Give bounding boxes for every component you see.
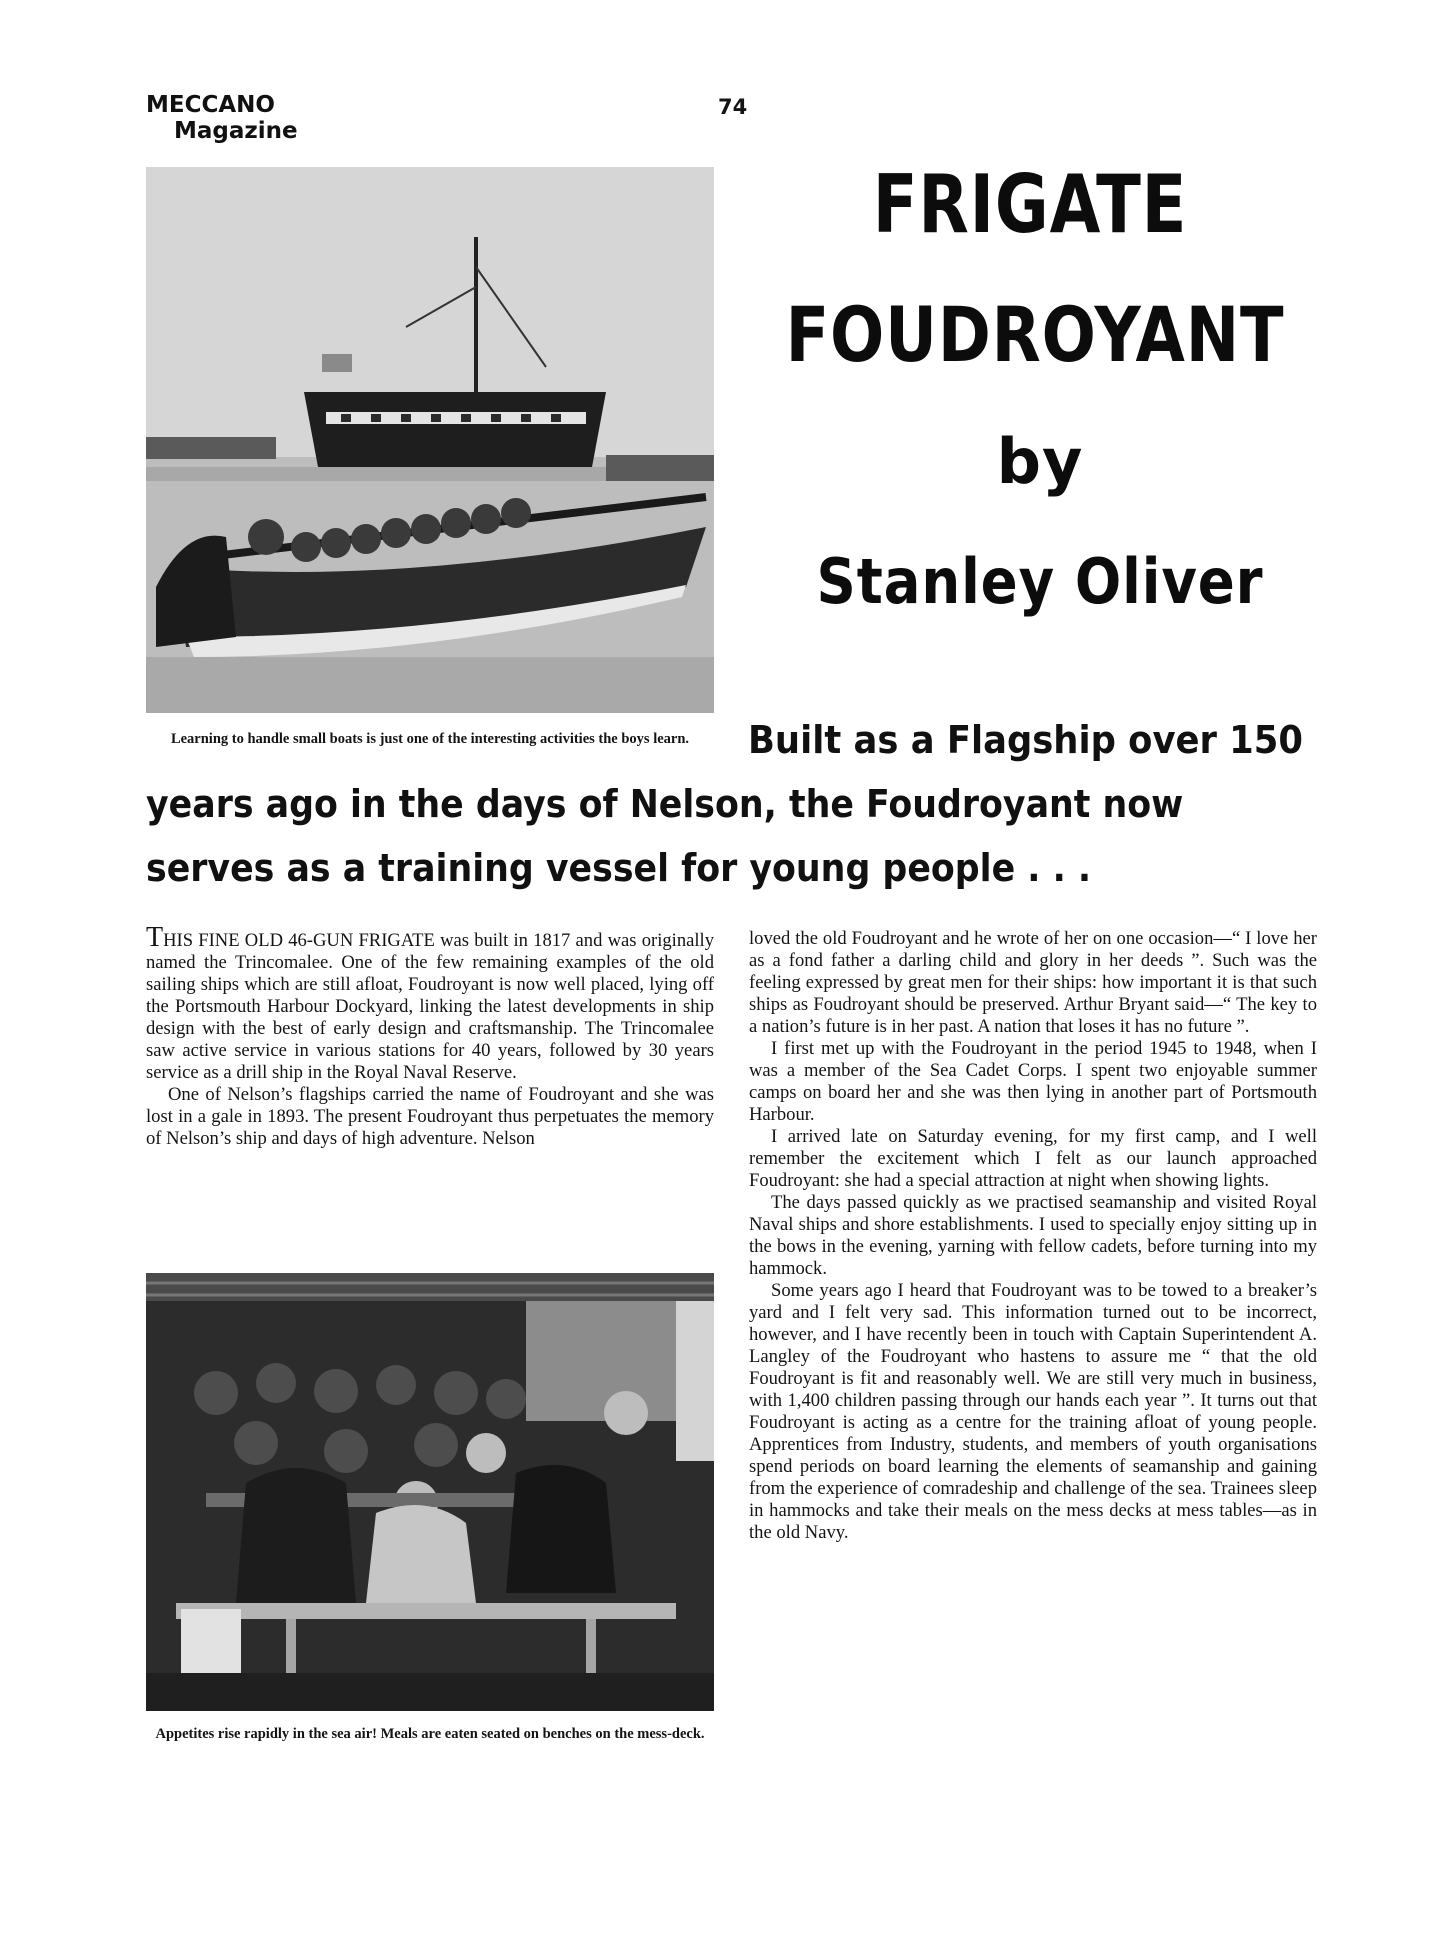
paragraph-text: HIS FINE OLD 46-GUN FRIGATE was built in 1817 and was originally named the Trincomalee. One of the few remaining examples of the old sailing ships which are still afloat, Foudroyant is now well placed, lying off the Portsmouth Harbour Dockyard, linking the latest developments in ship design with the best of early design and craftsmanship. The Trincomalee saw active service in various stations for 40 years, followed by 30 years service as a drill ship in the Royal Naval Reserve. bbox=[146, 930, 714, 1083]
article-title-line2: FOUDROYANT bbox=[785, 290, 1285, 379]
boat-photo-caption: Learning to handle small boats is just one of the interesting activities the boys learn. bbox=[170, 731, 690, 747]
boat-photo bbox=[146, 167, 714, 713]
byline-author: Stanley Oliver bbox=[816, 545, 1264, 618]
standfirst-line1: Built as a Flagship over 150 bbox=[748, 718, 1303, 762]
article-paragraph: One of Nelson’s flagships carried the name of Foudroyant and she was lost in a gale in 1893. The present Foudroyant thus perpetuates the memory of Nelson’s ship and days of high adventure. Nelson bbox=[146, 1084, 714, 1149]
page-number: 74 bbox=[718, 95, 748, 119]
article-paragraph: I first met up with the Foudroyant in the period 1945 to 1948, when I was a member of the Sea Cadet Corps. I spent two enjoyable summer camps on board her and she was then lying in another part of Portsmouth Harbour. bbox=[749, 1038, 1317, 1125]
article-paragraph: I arrived late on Saturday evening, for my first camp, and I well remember the excitement which I felt as our launch approached Foudroyant: she had a special attraction at night when showing lights. bbox=[749, 1126, 1317, 1191]
article-paragraph bbox=[146, 922, 714, 1084]
byline-by: by bbox=[996, 425, 1084, 498]
article-paragraph: Some years ago I heard that Foudroyant was to be towed to a breaker’s yard and I felt very sad. This information turned out to be incorrect, however, and I have recently been in touch with Captain Superintendent A. Langley of the Foudroyant who hastens to assure me “ that the old Foudroyant is fit and reasonably well. We are still very much in business, with 1,400 children passing through our hands each year ”. It turns out that Foudroyant is acting as a centre for the training afloat of young people. Apprentices from Industry, students, and members of youth organisations spend periods on board learning the elements of seamanship and gaining from the experience of comradeship and challenge of the sea. Trainees sleep in hammocks and take their meals on the mess decks at mess tables—as in the old Navy. bbox=[749, 1280, 1317, 1543]
article-title-line1: FRIGATE bbox=[872, 158, 1188, 251]
article-paragraph: The days passed quickly as we practised seamanship and visited Royal Naval ships and shore establishments. I used to specially enjoy sitting up in the bows in the evening, yarning with fellow cadets, before turning into my hammock. bbox=[749, 1192, 1317, 1279]
article-column-left bbox=[146, 922, 714, 1150]
mess-deck-photo-caption: Appetites rise rapidly in the sea air! Meals are eaten seated on benches on the mess-deck. bbox=[155, 1726, 705, 1742]
drop-cap: T bbox=[146, 922, 164, 953]
standfirst-line3: serves as a training vessel for young people . . . bbox=[146, 846, 1092, 890]
masthead-subtitle: Magazine bbox=[174, 118, 298, 144]
article-column-right bbox=[749, 928, 1317, 1544]
standfirst-line2: years ago in the days of Nelson, the Foudroyant now bbox=[146, 782, 1184, 826]
mess-deck-photo bbox=[146, 1273, 714, 1711]
article-paragraph: loved the old Foudroyant and he wrote of her on one occasion—“ I love her as a fond father a darling child and glory in her deeds ”. Such was the feeling expressed by great men for their ships: how important it is that such ships as Foudroyant should be preserved. Arthur Bryant said—“ The key to a nation’s future is in her past. A nation that loses it has no future ”. bbox=[749, 928, 1317, 1037]
masthead-title: MECCANO bbox=[146, 92, 275, 118]
masthead bbox=[146, 92, 298, 144]
